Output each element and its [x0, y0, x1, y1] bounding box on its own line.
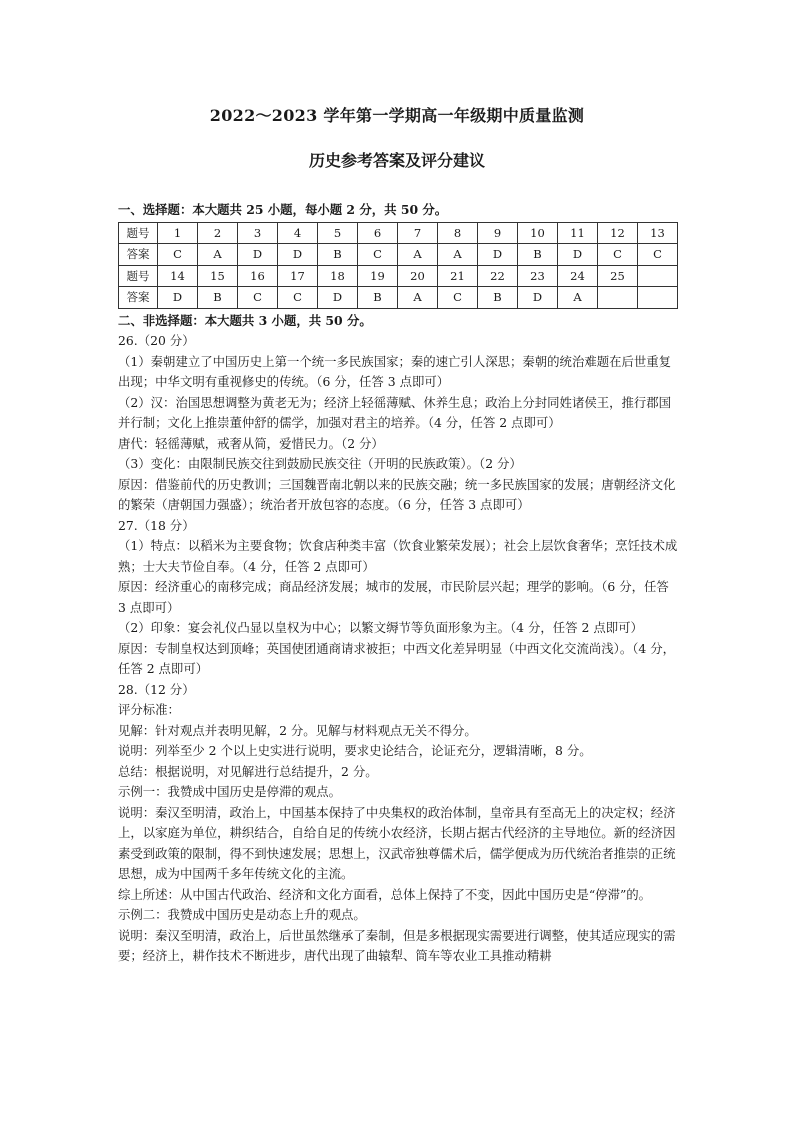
table-row	[119, 287, 678, 309]
text-paragraph: 27.（18 分）	[118, 517, 195, 533]
text-paragraph: 总结：根据说明，对见解进行总结提升，2 分。	[118, 763, 378, 779]
text-paragraph: 原因：专制皇权达到顶峰；英国使团通商请求被拒；中西文化差异明显（中西文化交流尚浅）。（4 分，任答 2 点即可）	[118, 640, 675, 676]
text-paragraph: 原因：经济重心的南移完成；商品经济发展；城市的发展，市民阶层兴起；理学的影响。（6 分，任答 3 点即可）	[118, 579, 669, 615]
table-cell	[638, 265, 678, 287]
table-cell: D	[278, 244, 318, 266]
table-cell: 5	[318, 222, 358, 244]
table-cell	[598, 287, 638, 309]
table-row-header: 答案	[119, 287, 158, 309]
answer-text	[118, 331, 678, 967]
table-cell: 20	[398, 265, 438, 287]
table-cell: 21	[438, 265, 478, 287]
table-cell: 13	[638, 222, 678, 244]
table-cell: 6	[358, 222, 398, 244]
table-cell: 1	[158, 222, 198, 244]
table-cell: C	[438, 287, 478, 309]
text-paragraph: 28.（12 分）	[118, 681, 195, 697]
table-cell: D	[518, 287, 558, 309]
table-cell: D	[558, 244, 598, 266]
table-cell: D	[318, 287, 358, 309]
text-paragraph: 说明：列举至少 2 个以上史实进行说明，要求史论结合，论证充分，逻辑清晰，8 分。	[118, 743, 592, 758]
text-paragraph: 示例二：我赞成中国历史是动态上升的观点。	[118, 907, 366, 922]
text-paragraph: （2）汉：治国思想调整为黄老无为；经济上轻徭薄赋、休养生息；政治上分封同姓诸侯王，推行郡国并行制；文化上推崇董仲舒的儒学，加强对君主的培养。（4 分，任答 2 点即可）	[118, 394, 672, 430]
table-cell: A	[198, 244, 238, 266]
table-cell: 4	[278, 222, 318, 244]
table-cell: A	[398, 287, 438, 309]
table-cell: C	[158, 244, 198, 266]
table-cell: 2	[198, 222, 238, 244]
table-cell: C	[278, 287, 318, 309]
table-cell: C	[238, 287, 278, 309]
table-cell: C	[598, 244, 638, 266]
text-paragraph: 综上所述：从中国古代政治、经济和文化方面看，总体上保持了不变，因此中国历史是“停滞”的。	[118, 886, 652, 902]
table-row	[119, 222, 678, 244]
text-paragraph: （1）秦朝建立了中国历史上第一个统一多民族国家；秦的速亡引人深思；秦朝的统治难题在后世重复出现；中华文明有重视修史的传统。（6 分，任答 3 点即可）	[118, 353, 672, 389]
text-paragraph: 见解：针对观点并表明见解，2 分。见解与材料观点无关不得分。	[118, 722, 477, 738]
table-cell: B	[518, 244, 558, 266]
text-paragraph: 原因：借鉴前代的历史教训；三国魏晋南北朝以来的民族交融；统一多民族国家的发展；唐朝经济文化的繁荣（唐朝国力强盛）；统治者开放包容的态度。（6 分，任答 3 点即可）	[118, 476, 676, 512]
table-cell: A	[438, 244, 478, 266]
table-cell: B	[358, 287, 398, 309]
text-paragraph: 说明：秦汉至明清，政治上，后世虽然继承了秦制，但是多根据现实需要进行调整，使其适应现实的需要；经济上，耕作技术不断进步，唐代出现了曲辕犁、筒车等农业工具推动精耕	[118, 927, 676, 963]
table-cell: B	[198, 287, 238, 309]
table-cell: 22	[478, 265, 518, 287]
table-cell	[638, 287, 678, 309]
table-row-header: 题号	[119, 265, 158, 287]
table-cell: B	[478, 287, 518, 309]
table-cell: C	[638, 244, 678, 266]
table-cell: 12	[598, 222, 638, 244]
text-paragraph: 说明：秦汉至明清，政治上，中国基本保持了中央集权的政治体制，皇帝具有至高无上的决定权；经济上，以家庭为单位，耕织结合，自给自足的传统小农经济，长期占据古代经济的主导地位。新的经济因素受到政策的限制，得不到快速发展；思想上，汉武帝独尊儒术后，儒学便成为历代统治者推崇的正统思想，成为中国两千多年传统文化的主流。	[118, 804, 676, 881]
table-cell: 17	[278, 265, 318, 287]
table-cell: A	[398, 244, 438, 266]
text-paragraph: （1）特点：以稻米为主要食物；饮食店种类丰富（饮食业繁荣发展）；社会上层饮食奢华；烹饪技术成熟；士大夫节俭自奉。（4 分，任答 2 点即可）	[118, 538, 678, 574]
table-cell: D	[158, 287, 198, 309]
table-cell: 16	[238, 265, 278, 287]
answer-table	[118, 222, 678, 309]
table-cell: 25	[598, 265, 638, 287]
table-cell: C	[358, 244, 398, 266]
table-cell: 14	[158, 265, 198, 287]
table-cell: 18	[318, 265, 358, 287]
text-paragraph: 示例一：我赞成中国历史是停滞的观点。	[118, 784, 342, 799]
text-paragraph: 评分标准：	[118, 702, 180, 717]
section-heading-nonchoice: 二、非选择题：本大题共 3 小题，共 50 分。	[118, 312, 372, 328]
table-row-header: 答案	[119, 244, 158, 266]
table-cell: 3	[238, 222, 278, 244]
table-cell: D	[238, 244, 278, 266]
table-row	[119, 265, 678, 287]
table-cell: B	[318, 244, 358, 266]
table-cell: 24	[558, 265, 598, 287]
table-cell: A	[558, 287, 598, 309]
table-cell: 10	[518, 222, 558, 244]
table-cell: D	[478, 244, 518, 266]
table-cell: 9	[478, 222, 518, 244]
document-title: 2022～2023 学年第一学期高一年级期中质量监测	[209, 106, 585, 125]
text-paragraph: （2）印象：宴会礼仪凸显以皇权为中心；以繁文缛节等负面形象为主。（4 分，任答 2 点即可）	[118, 620, 643, 635]
table-cell: 15	[198, 265, 238, 287]
table-cell: 7	[398, 222, 438, 244]
text-paragraph: （3）变化：由限制民族交往到鼓励民族交往（开明的民族政策）。（2 分）	[118, 456, 522, 471]
section-heading-choice: 一、选择题：本大题共 25 小题，每小题 2 分，共 50 分。	[118, 202, 448, 217]
document-body	[118, 200, 678, 967]
table-cell: 8	[438, 222, 478, 244]
text-paragraph: 26.（20 分）	[118, 333, 195, 348]
table-row	[119, 244, 678, 266]
table-cell: 11	[558, 222, 598, 244]
table-cell: 19	[358, 265, 398, 287]
table-cell: 23	[518, 265, 558, 287]
table-row-header: 题号	[119, 222, 158, 244]
document-subtitle: 历史参考答案及评分建议	[308, 151, 485, 170]
text-paragraph: 唐代：轻徭薄赋，戒奢从简，爱惜民力。（2 分）	[118, 435, 384, 451]
